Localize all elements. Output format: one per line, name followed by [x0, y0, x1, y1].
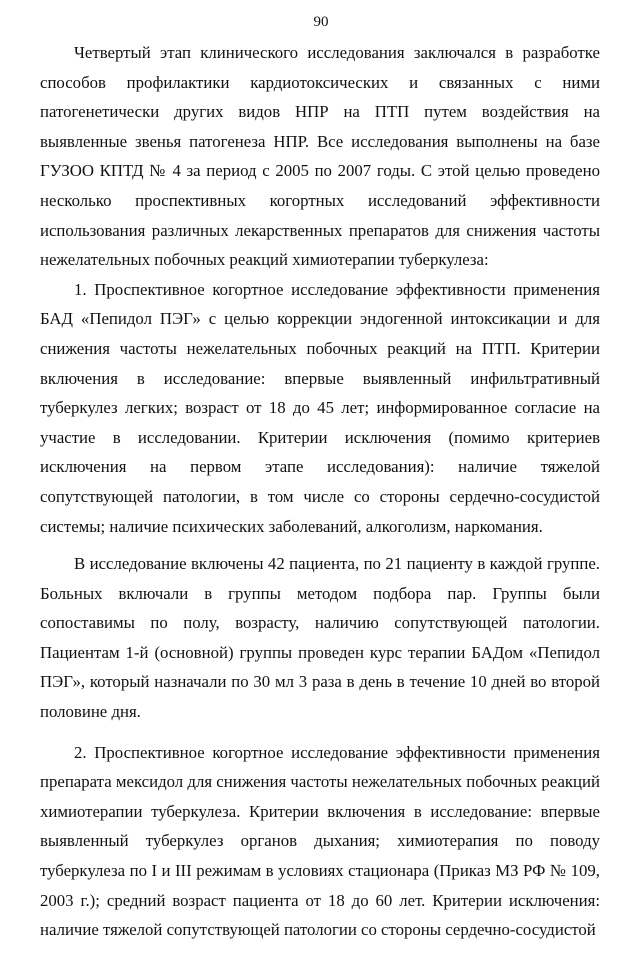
paragraph-study-2-mexidol: 2. Проспективное когортное исследование эффективности применения препарата мексидол для снижения частоты нежелательных побочных реакций химиотерапии туберкулеза. Критерии включения в исследование: впервые выявленный туберкулез органов дыхания; химиотерапия по поводу туберкулеза по I и III режимам в условиях стационара (Приказ МЗ РФ № 109, 2003 г.); средний возраст пациента от 18 до 60 лет. Критерии исключения: наличие тяжелой сопутствующей патологии со стороны сердечно-сосудистой: [40, 742, 600, 940]
paragraph-stage-four-intro: Четвертый этап клинического исследования заключался в разработке способов профилактики кардиотоксических и связанных с ними патогенетически других видов НПР на ПТП путем воздействия на выявленные звенья патогенеза НПР. Все исследования выполнены на базе ГУЗОО КПТД № 4 за период с 2005 по 2007 годы. С этой целью проведено несколько проспективных когортных исследований эффективности использования различных лекарственных препаратов для снижения частоты нежелательных побочных реакций химиотерапии туберкулеза:: [40, 43, 600, 270]
paragraph-study-1-patients: В исследование включены 42 пациента, по 21 пациенту в каждой группе. Больных включали в группы методом подбора пар. Группы были сопоставимы по полу, возрасту, наличию сопутствующей патологии. Пациентам 1-й (основной) группы проведен курс терапии БАДом «Пепидол ПЭГ», который назначали по 30 мл 3 раза в день в течение 10 дней во второй половине дня.: [40, 554, 600, 722]
page-number: 90: [313, 14, 329, 30]
paragraph-study-1-pepidol: 1. Проспективное когортное исследование эффективности применения БАД «Пепидол ПЭГ» с целью коррекции эндогенной интоксикации и для снижения частоты нежелательных побочных реакций на ПТП. Критерии включения в исследование: впервые выявленный инфильтративный туберкулез легких; возраст от 18 до 45 лет; информированное согласие на участие в исследовании. Критерии исключения (помимо критериев исключения на первом этапе исследования): наличие тяжелой сопутствующей патологии, в том числе со стороны сердечно-сосудистой системы; наличие психических заболеваний, алкоголизм, наркомания.: [40, 279, 600, 536]
document-body: [40, 38, 600, 945]
